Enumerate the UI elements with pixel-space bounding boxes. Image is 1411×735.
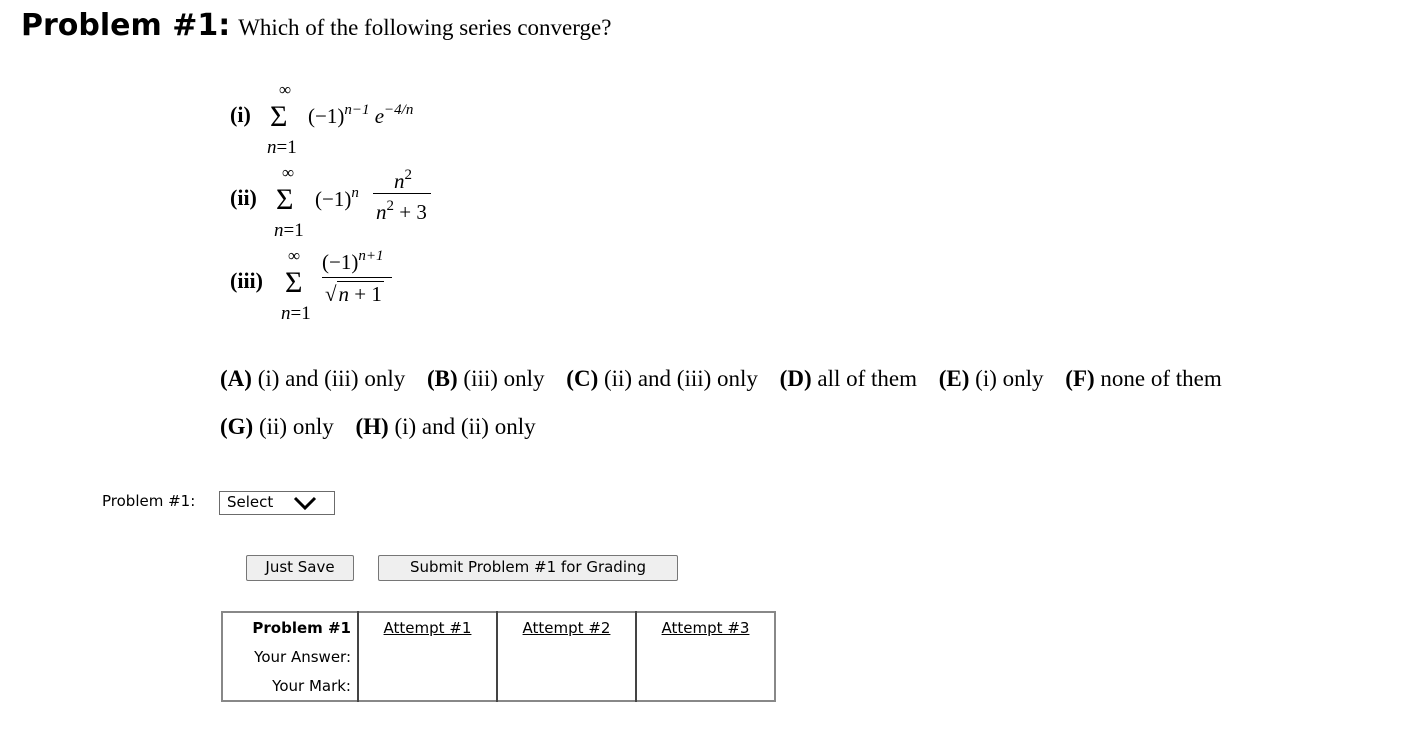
- chevron-down-icon: [292, 495, 318, 517]
- table-row: [222, 671, 775, 701]
- attempt-1-answer: [358, 642, 497, 671]
- series-iii: [230, 248, 490, 328]
- attempts-table: [221, 611, 776, 702]
- your-answer-label: Your Answer:: [254, 647, 351, 666]
- attempt-2-mark: [497, 671, 636, 701]
- series-label: (i): [230, 102, 251, 127]
- lower-limit: n=1: [267, 137, 297, 158]
- series-i: [230, 82, 490, 162]
- choice-g: (G) (ii) only: [220, 414, 334, 439]
- sigma-symbol: Σ: [276, 183, 294, 216]
- upper-limit: ∞: [279, 80, 292, 99]
- choices-row-2: [220, 414, 552, 440]
- attempt-1-header: [358, 612, 497, 642]
- problem-question: Which of the following series converge?: [238, 15, 612, 40]
- attempt-2-link[interactable]: Attempt #2: [522, 618, 611, 637]
- upper-limit: ∞: [288, 246, 301, 265]
- series-label: (iii): [230, 268, 263, 293]
- series-term: $(-1)^{n-1}$ $e^{-4/n}$: [308, 102, 414, 128]
- fraction-numerator: $(-1)^{n+1}$: [322, 248, 384, 274]
- fraction-bar: [373, 193, 431, 194]
- answer-label: Problem #1:: [102, 492, 196, 510]
- table-row: [222, 642, 775, 671]
- table-header-row: [222, 612, 775, 642]
- choice-b: (B) (iii) only: [426, 366, 545, 391]
- table-corner-label: Problem #1: [252, 618, 351, 637]
- sigma-symbol: Σ: [285, 266, 303, 299]
- lower-limit: n=1: [274, 220, 304, 241]
- series-ii: [230, 165, 490, 245]
- problem-title: Problem #1:: [21, 8, 231, 43]
- choices-row-1: [220, 366, 1238, 392]
- problem-header: [21, 8, 611, 43]
- fraction-denominator: √n + 1: [325, 282, 382, 306]
- attempt-3-answer: [636, 642, 775, 671]
- choice-d: (D) all of them: [779, 366, 917, 391]
- just-save-button[interactable]: Just Save: [246, 555, 354, 581]
- fraction-denominator: $n^2 + 3$: [376, 198, 427, 224]
- attempt-3-link[interactable]: Attempt #3: [661, 618, 750, 637]
- answer-select[interactable]: [219, 491, 335, 515]
- attempt-2-header: [497, 612, 636, 642]
- attempt-1-mark: [358, 671, 497, 701]
- choice-a: (A) (i) and (iii) only: [220, 366, 406, 391]
- attempt-3-header: [636, 612, 775, 642]
- attempt-1-link[interactable]: Attempt #1: [383, 618, 472, 637]
- attempt-3-mark: [636, 671, 775, 701]
- choice-f: (F) none of them: [1065, 366, 1222, 391]
- upper-limit: ∞: [282, 163, 295, 182]
- sigma-symbol: Σ: [270, 100, 288, 133]
- attempt-2-answer: [497, 642, 636, 671]
- select-value: Select: [227, 493, 274, 511]
- series-term: $(-1)^n$: [315, 185, 359, 211]
- submit-for-grading-button[interactable]: Submit Problem #1 for Grading: [378, 555, 678, 581]
- series-label: (ii): [230, 185, 257, 210]
- choice-e: (E) (i) only: [938, 366, 1044, 391]
- lower-limit: n=1: [281, 303, 311, 324]
- choice-c: (C) (ii) and (iii) only: [566, 366, 758, 391]
- choice-h: (H) (i) and (ii) only: [355, 414, 536, 439]
- your-mark-label: Your Mark:: [272, 676, 351, 695]
- fraction-bar: [322, 277, 392, 278]
- fraction-numerator: $n^2$: [394, 167, 412, 193]
